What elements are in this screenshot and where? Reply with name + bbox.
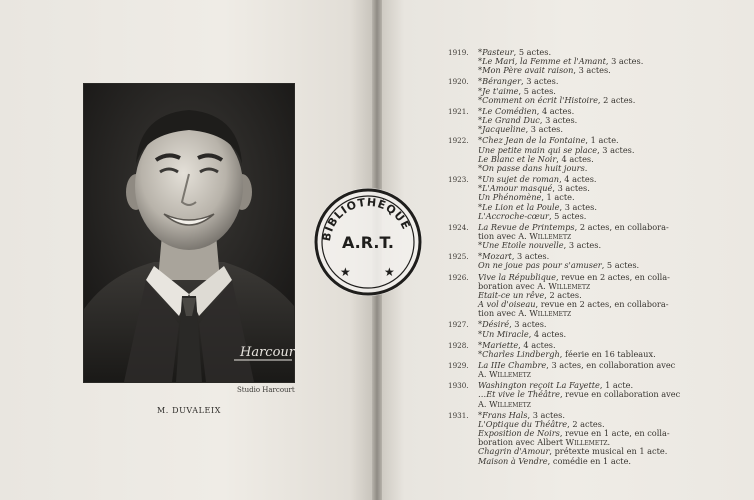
work-title: Etait-ce un rêve — [478, 289, 545, 300]
works-entry — [448, 107, 688, 134]
works-entry — [448, 411, 688, 466]
work-detail: , 5 actes. — [513, 47, 552, 57]
stamp-star-icon: ★ — [340, 265, 351, 279]
work-title: Maison à Vendre — [478, 455, 548, 466]
work-title: *Un Miracle — [478, 328, 529, 339]
works-entry — [448, 252, 688, 270]
work-detail: , 3 actes. — [559, 201, 597, 212]
works-entry — [448, 48, 688, 75]
work-title: *Désiré — [478, 319, 510, 330]
entry-year: 1923. — [448, 175, 469, 185]
work-title: *Un sujet de roman — [478, 174, 560, 185]
work-detail: , 5 actes. — [601, 260, 640, 271]
work-detail: , 3 actes. — [521, 76, 559, 87]
work-detail: , 1 acte. — [541, 192, 575, 203]
work-detail: , 3 actes. — [527, 409, 565, 420]
collaborator-name: Willemetz. — [565, 437, 611, 448]
work-detail: , revue en 2 actes, en collabora- — [535, 299, 669, 310]
stamp-center-text: A.R.T. — [341, 233, 395, 252]
work-detail: , revue en 2 actes, en colla- — [555, 271, 670, 282]
entry-gap — [448, 466, 688, 468]
collaborator-name: Willemetz — [529, 230, 572, 241]
portrait-photo — [84, 84, 301, 382]
work-title: *Béranger — [478, 76, 522, 87]
work-title: La IIIe Chambre — [478, 360, 547, 370]
work-title: *Mariette — [478, 339, 519, 350]
work-detail: , 4 actes. — [559, 174, 597, 185]
entry-year: 1921. — [448, 106, 469, 116]
work-detail: , 4 actes. — [528, 328, 567, 339]
work-title: *On passe dans huit jours — [478, 162, 585, 173]
work-title: L'Accroche-cœur — [478, 210, 549, 221]
work-title: Vive la République — [478, 271, 556, 282]
work-detail: A. — [478, 398, 490, 409]
photo-credit: Studio Harcourt — [237, 386, 295, 394]
work-detail: boration avec A. — [478, 280, 549, 291]
collaborator-name: Willemetz — [489, 398, 531, 409]
work-detail: , 2 actes. — [544, 289, 582, 300]
work-detail: , 1 acte. — [599, 380, 634, 391]
work-detail: , 3 actes. — [525, 124, 563, 135]
works-entry — [448, 361, 688, 379]
works-entry — [448, 320, 688, 338]
entry-year: 1931. — [448, 410, 469, 420]
work-title: Le Blanc et le Noir — [478, 153, 557, 164]
entry-year: 1930. — [448, 381, 469, 391]
entry-line — [478, 96, 688, 105]
work-detail: , prétexte musical en 1 acte. — [549, 446, 668, 457]
work-detail: , 4 actes. — [518, 339, 556, 350]
work-detail: A. — [478, 369, 490, 380]
collaborator-name: Willemetz — [489, 369, 531, 380]
work-title: *Charles Lindbergh — [478, 348, 560, 359]
work-detail: , 3 actes. — [573, 65, 611, 76]
entry-line — [478, 370, 688, 379]
work-title: *Mozart — [478, 251, 512, 262]
entry-year: 1926. — [448, 272, 469, 282]
work-detail: , 4 actes. — [556, 153, 594, 164]
work-detail: , 3 actes. — [539, 115, 578, 126]
work-detail: , 2 actes. — [597, 94, 636, 105]
entry-line — [478, 330, 688, 339]
works-entry — [448, 77, 688, 104]
entry-year: 1928. — [448, 340, 469, 350]
entry-year: 1925. — [448, 252, 469, 262]
entry-year: 1927. — [448, 320, 469, 330]
entry-line — [478, 400, 688, 409]
work-detail: boration avec Albert — [478, 437, 566, 448]
work-detail: , 3 actes. — [552, 183, 590, 194]
stamp-star-icon: ★ — [384, 265, 395, 279]
works-entry — [448, 341, 688, 359]
work-detail: , 5 actes. — [548, 210, 587, 221]
entry-year: 1924. — [448, 222, 469, 232]
work-title: *Le Comédien — [478, 105, 537, 116]
entry-line — [478, 457, 688, 466]
work-detail: , 2 actes, en collabora- — [574, 221, 669, 232]
work-detail: , 3 actes. — [597, 144, 635, 155]
entry-line — [478, 125, 688, 134]
work-title: A vol d'oiseau — [478, 299, 536, 310]
entry-year: 1920. — [448, 77, 469, 87]
work-title: La Revue de Printemps — [478, 221, 575, 232]
work-detail: , comédie en 1 acte. — [547, 455, 632, 466]
works-entry — [448, 136, 688, 173]
work-detail: , 2 actes. — [567, 418, 605, 429]
works-entry — [448, 223, 688, 250]
collaborator-name: Willemetz — [548, 280, 591, 291]
entry-line — [478, 261, 688, 270]
work-title: Un Phénomène — [478, 192, 542, 203]
work-title: *Une Etoile nouvelle — [478, 240, 564, 251]
portrait-caption: M. DUVALEIX — [157, 406, 222, 415]
entry-year: 1922. — [448, 136, 469, 146]
entry-line — [478, 66, 688, 75]
entry-line — [478, 164, 688, 173]
work-detail: , féerie en 16 tableaux. — [559, 348, 656, 359]
work-detail: , 3 actes. — [605, 56, 644, 67]
library-stamp — [308, 182, 428, 298]
work-detail: . — [584, 162, 588, 173]
work-title: *Frans Hals — [478, 409, 528, 420]
work-detail: , 3 actes, en collaboration avec — [546, 360, 676, 370]
work-title: *Comment on écrit l'Histoire — [478, 94, 598, 105]
work-detail: , 3 actes. — [563, 240, 602, 251]
works-entry — [448, 381, 688, 408]
work-detail: , 3 actes. — [511, 251, 550, 262]
work-detail: , revue en 1 acte, en colla- — [559, 428, 670, 439]
collaborator-name: Willemetz — [529, 308, 572, 319]
works-entry — [448, 175, 688, 221]
entry-line — [478, 350, 688, 359]
work-title: *Jacqueline — [478, 124, 526, 135]
work-title: *Le Grand Duc — [478, 115, 540, 126]
work-title: Washington reçoit La Fayette — [478, 380, 600, 391]
entry-line — [478, 309, 688, 318]
work-detail: , 5 actes. — [518, 85, 556, 96]
works-entry — [448, 273, 688, 319]
entry-year: 1929. — [448, 361, 469, 370]
work-title: *Je t'aime — [478, 85, 519, 96]
work-title: L'Optique du Théâtre — [478, 418, 568, 429]
work-title: …Et vive le Théâtre — [478, 389, 560, 400]
photo-signature: Harcourt — [240, 345, 301, 360]
entry-year: 1919. — [448, 48, 469, 57]
entry-line — [478, 241, 688, 250]
work-title: Exposition de Noirs — [478, 428, 560, 439]
work-title: *Chez Jean de la Fontaine — [478, 135, 586, 146]
works-list — [448, 48, 688, 468]
work-title: *L'Amour masqué — [478, 183, 553, 194]
entry-line — [478, 212, 688, 221]
work-detail: , 3 actes. — [509, 319, 547, 330]
work-detail: , revue en collaboration avec — [559, 389, 681, 400]
work-title: Une petite main qui se place — [478, 144, 598, 155]
work-detail: tion avec A. — [478, 308, 530, 319]
work-title: *Mon Père avait raison — [478, 65, 574, 76]
svg-text:BIBLIOTHÈQUE: BIBLIOTHÈQUE — [319, 195, 413, 243]
work-detail: , 1 acte. — [585, 135, 619, 146]
work-title: *Le Mari, la Femme et l'Amant — [478, 56, 606, 67]
work-title: Chagrin d'Amour — [478, 446, 550, 457]
work-title: *Le Lion et la Poule — [478, 201, 560, 212]
work-title: On ne joue pas pour s'amuser — [478, 260, 602, 271]
work-detail: tion avec A. — [478, 230, 530, 241]
work-detail: , 4 actes. — [536, 105, 575, 116]
work-title: *Pasteur — [478, 47, 514, 57]
